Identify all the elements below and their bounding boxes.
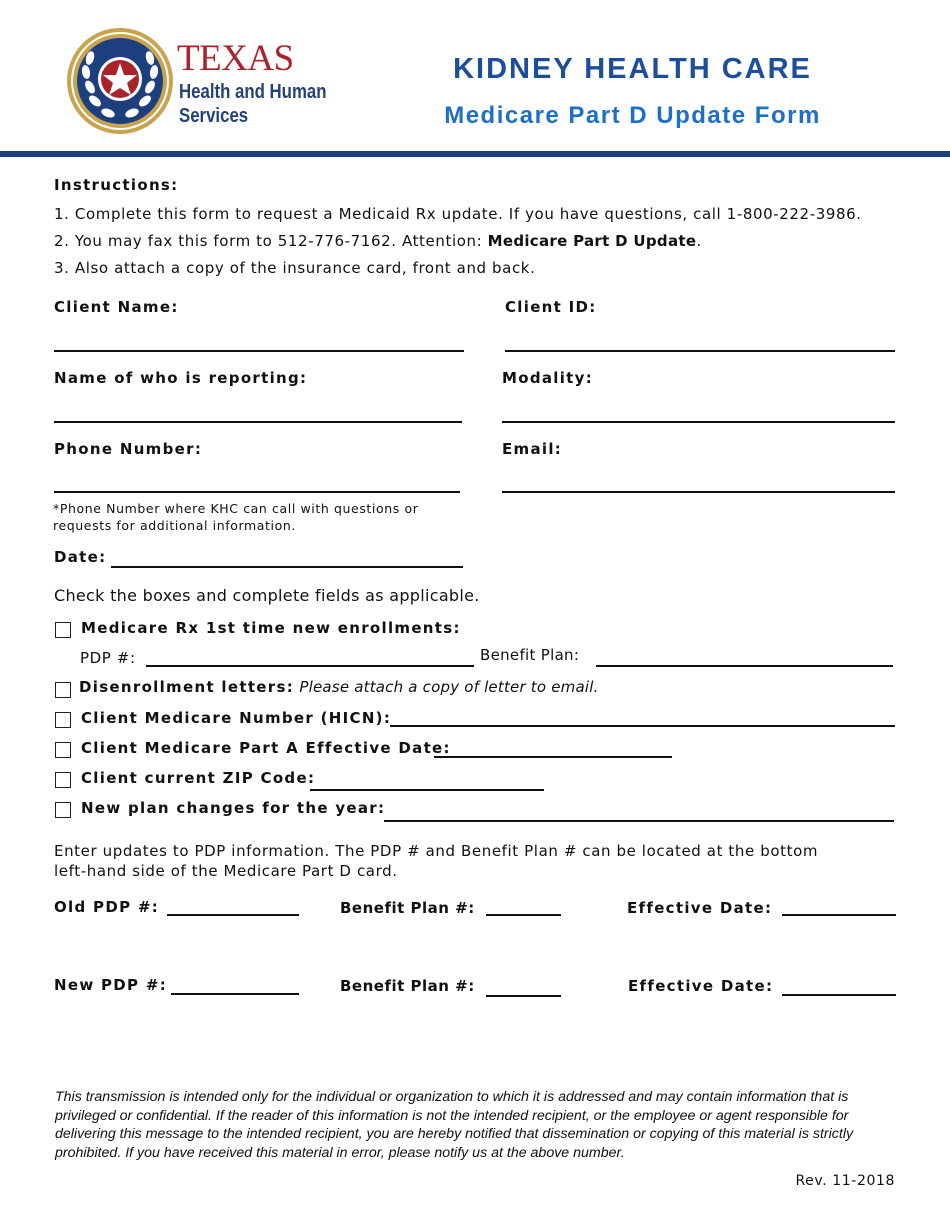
instruction-2-period: . <box>696 232 702 250</box>
modality-label: Modality: <box>502 369 594 387</box>
client-name-field[interactable] <box>54 350 464 352</box>
new-plan-checkbox[interactable] <box>55 802 71 818</box>
old-benefit-plan-label: Benefit Plan #: <box>340 899 475 917</box>
instruction-2-attention: Medicare Part D Update <box>487 232 697 250</box>
new-pdp-label: New PDP #: <box>54 976 168 994</box>
old-benefit-plan-field[interactable] <box>486 914 561 916</box>
pdp-update-instructions-line1: Enter updates to PDP information. The PDP # and Benefit Plan # can be located at the bottom <box>54 842 819 860</box>
part-a-date-field[interactable] <box>434 756 672 758</box>
benefit-plan-field[interactable] <box>596 665 893 667</box>
phone-label: Phone Number: <box>54 440 203 458</box>
new-plan-label: New plan changes for the year: <box>81 799 386 817</box>
disenrollment-label <box>79 678 599 696</box>
new-plan-field[interactable] <box>384 820 894 822</box>
hicn-label: Client Medicare Number (HICN): <box>81 709 392 727</box>
new-benefit-plan-field[interactable] <box>486 995 561 997</box>
part-a-label: Client Medicare Part A Effective Date: <box>81 739 451 757</box>
instructions-heading: Instructions: <box>54 176 179 194</box>
phone-note-line1: *Phone Number where KHC can call with questions or <box>53 501 419 516</box>
pdp-field[interactable] <box>146 665 474 667</box>
instruction-2-text: 2. You may fax this form to 512-776-7162. Attention: <box>54 232 488 250</box>
instruction-1: 1. Complete this form to request a Medicaid Rx update. If you have questions, call 1-800-222-3986. <box>54 205 862 223</box>
old-pdp-field[interactable] <box>167 914 299 916</box>
enrollment-checkbox[interactable] <box>55 622 71 638</box>
phone-field[interactable] <box>54 491 460 493</box>
pdp-label: PDP #: <box>80 649 136 667</box>
logo-agency-name <box>179 80 326 128</box>
old-effective-date-field[interactable] <box>782 914 896 916</box>
date-label: Date: <box>54 548 107 566</box>
checkbox-instructions: Check the boxes and complete fields as applicable. <box>54 586 480 605</box>
phone-note <box>53 500 418 534</box>
new-benefit-plan-label: Benefit Plan #: <box>340 977 475 995</box>
date-field[interactable] <box>111 566 463 568</box>
email-field[interactable] <box>502 491 895 493</box>
zip-field[interactable] <box>310 789 544 791</box>
logo-texas-word: TEXAS <box>177 38 294 79</box>
new-effective-date-field[interactable] <box>782 994 896 996</box>
header-rule <box>0 151 950 157</box>
old-effective-date-label: Effective Date: <box>627 899 773 917</box>
hicn-checkbox[interactable] <box>55 712 71 728</box>
zip-checkbox[interactable] <box>55 772 71 788</box>
instruction-2 <box>54 232 702 250</box>
hicn-field[interactable] <box>390 725 895 727</box>
part-a-checkbox[interactable] <box>55 742 71 758</box>
new-effective-date-label: Effective Date: <box>628 977 774 995</box>
form-title: KIDNEY HEALTH CARE <box>453 53 812 85</box>
client-name-label: Client Name: <box>54 298 179 316</box>
reporter-label: Name of who is reporting: <box>54 369 308 387</box>
client-id-label: Client ID: <box>505 298 597 316</box>
modality-field[interactable] <box>502 421 895 423</box>
pdp-update-instructions-line2: left-hand side of the Medicare Part D card. <box>54 862 398 880</box>
confidentiality-disclaimer: This transmission is intended only for the individual or organization to which it is addressed and may contain information that is privileged or confidential. If the reader of this information is not the intended recipient, or the employee or agent responsible for delivering this message to the intended recipient, you are hereby notified that dissemination or copying of this material is strictly prohibited. If you have received this material in error, please notify us at the above number. <box>55 1089 854 1161</box>
instruction-3: 3. Also attach a copy of the insurance card, front and back. <box>54 259 536 277</box>
disenrollment-label-bold: Disenrollment letters: <box>79 678 294 696</box>
logo-agency-line2: Services <box>179 105 249 127</box>
enrollment-label: Medicare Rx 1st time new enrollments: <box>81 619 461 637</box>
pdp-update-instructions <box>54 841 818 881</box>
logo-agency-line1: Health and Human <box>179 81 327 103</box>
benefit-plan-label: Benefit Plan: <box>480 646 580 664</box>
revision-date: Rev. 11-2018 <box>795 1173 895 1189</box>
client-id-field[interactable] <box>505 350 895 352</box>
disenrollment-checkbox[interactable] <box>55 682 71 698</box>
zip-label: Client current ZIP Code: <box>81 769 316 787</box>
texas-hhs-seal-logo <box>66 27 174 135</box>
old-pdp-label: Old PDP #: <box>54 898 160 916</box>
reporter-field[interactable] <box>54 421 462 423</box>
new-pdp-field[interactable] <box>171 993 299 995</box>
form-subtitle: Medicare Part D Update Form <box>444 102 821 129</box>
phone-note-line2: requests for additional information. <box>53 518 296 533</box>
disenrollment-label-note: Please attach a copy of letter to email. <box>299 678 599 696</box>
email-label: Email: <box>502 440 563 458</box>
